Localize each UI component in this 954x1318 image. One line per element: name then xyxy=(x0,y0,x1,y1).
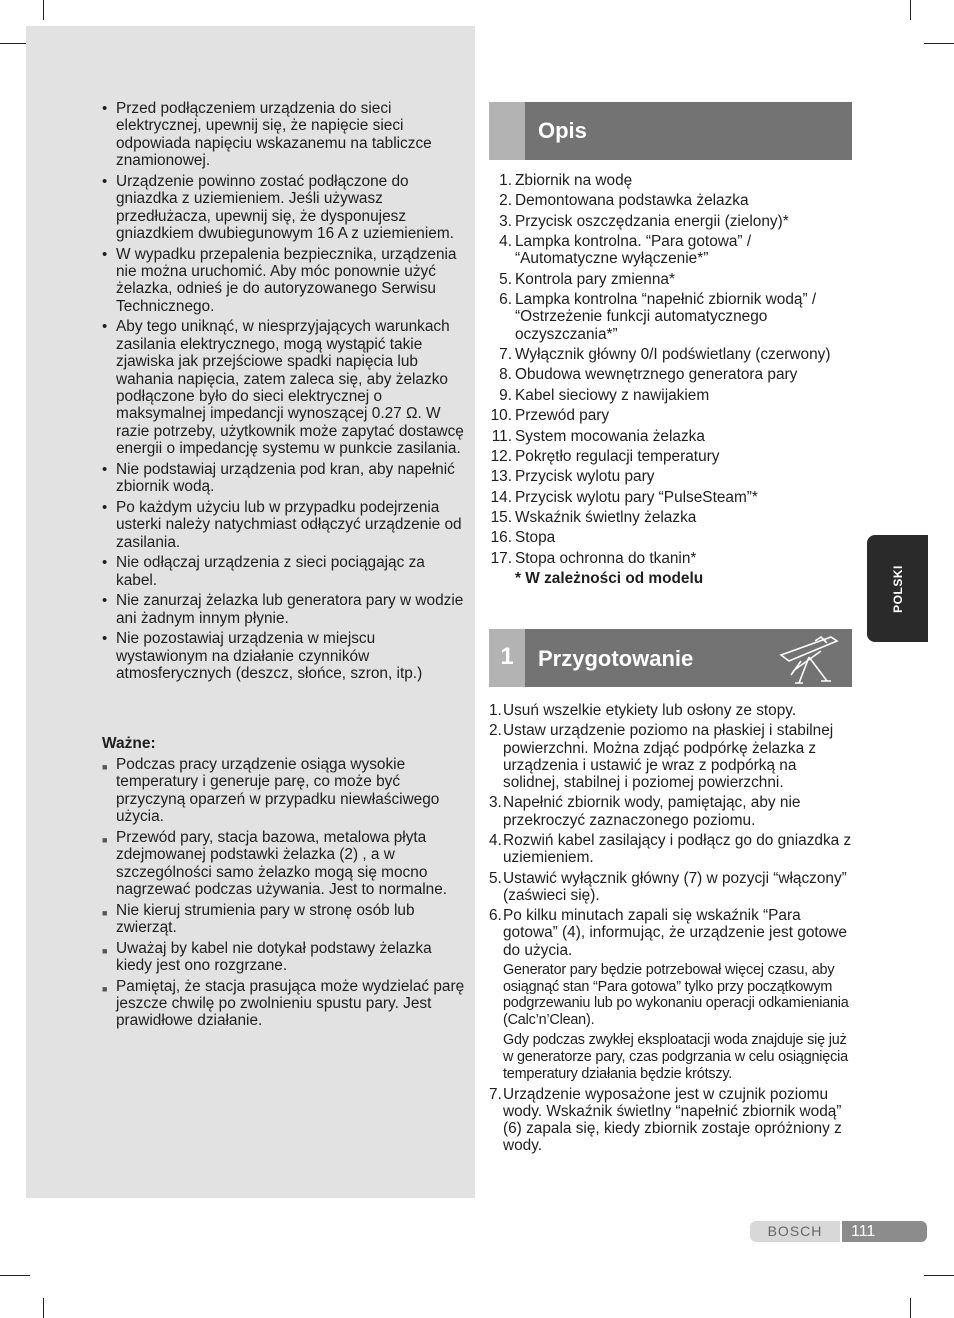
parts-list-item xyxy=(489,448,849,465)
parts-list-item xyxy=(489,346,849,363)
language-tab[interactable] xyxy=(867,535,928,642)
bullet-marker: • xyxy=(102,245,108,263)
bullet-marker: • xyxy=(102,318,108,336)
list-item-text: Urządzenie powinno zostać podłączone do gniazdka z uziemieniem. Jeśli używasz przedłużacza, upewnij się, że dysponujesz gniazdkiem dwubiegunowym 16 A z uziemieniem. xyxy=(116,172,454,243)
language-tab-label: POLSKI xyxy=(890,564,905,613)
safety-bullet-list xyxy=(102,100,470,686)
list-item xyxy=(102,630,470,682)
list-item-text: Nie odłączaj urządzenia z sieci pociągając za kabel. xyxy=(116,554,425,589)
step-item xyxy=(489,702,853,719)
item-number: 12. xyxy=(490,447,512,465)
square-bullet-icon: ■ xyxy=(102,834,108,845)
step-text: Napełnić zbiornik wody, pamiętając, aby nie przekroczyć zaznaczonego poziomu. xyxy=(503,794,801,829)
bullet-marker: • xyxy=(102,554,108,572)
list-item-text: Podczas pracy urządzenie osiąga wysokie temperatury i generuje parę, co może być przyczyną oparzeń w przypadku niewłaściwego użycia. xyxy=(116,756,440,826)
parts-list-item xyxy=(489,550,849,567)
item-number: 16. xyxy=(490,529,512,547)
item-number: 9. xyxy=(499,386,512,404)
opis-list xyxy=(489,172,849,587)
bullet-marker: • xyxy=(102,460,108,478)
step-number: 5. xyxy=(489,869,502,887)
item-number: 2. xyxy=(499,192,512,210)
parts-list-item xyxy=(489,271,849,288)
square-bullet-icon: ■ xyxy=(102,945,108,956)
step-text: Usuń wszelkie etykiety lub osłony ze stopy. xyxy=(503,702,797,719)
ironing-board-icon xyxy=(775,631,845,687)
section-number: 1 xyxy=(500,643,514,670)
bullet-marker: • xyxy=(102,172,108,190)
parts-list-item xyxy=(489,387,849,404)
list-item xyxy=(102,829,470,899)
parts-list-item xyxy=(489,172,849,189)
list-item xyxy=(102,756,470,826)
step-text: Ustawić wyłącznik główny (7) w pozycji “włączony” (zaświeci się). xyxy=(503,869,847,904)
list-item xyxy=(102,592,470,627)
parts-list-item xyxy=(489,192,849,209)
item-text: Kabel sieciowy z nawijakiem xyxy=(515,386,710,404)
item-text: Demontowana podstawka żelazka xyxy=(515,192,749,210)
opis-title: Opis xyxy=(538,118,587,143)
crop-mark xyxy=(0,1275,30,1276)
item-number: 11. xyxy=(491,427,512,445)
parts-list-item xyxy=(489,233,849,267)
przygotowanie-header xyxy=(489,629,852,687)
item-text: Wyłącznik główny 0/I podświetlany (czerwony) xyxy=(515,345,831,363)
step-item xyxy=(489,870,853,904)
step-number: 4. xyxy=(489,831,502,849)
list-item-text: Przed podłączeniem urządzenia do sieci elektrycznej, upewnij się, że napięcie sieci odpowiada napięciu wskazanemu na tabliczce znamionowej. xyxy=(116,100,432,170)
step-text: Rozwiń kabel zasilający i podłącz go do gniazdka z uziemieniem. xyxy=(503,831,852,867)
parts-list-item xyxy=(489,489,849,506)
square-bullet-icon: ■ xyxy=(102,762,108,772)
item-text: Lampka kontrolna. “Para gotowa” / “Automatyczne wyłączenie*” xyxy=(515,233,752,268)
list-item-text: Pamiętaj, że stacja prasująca może wydzielać parę jeszcze chwilę po zwolnieniu spustu pary. Jest prawidłowe działanie. xyxy=(116,977,465,1030)
item-text: Stopa xyxy=(515,529,556,547)
item-number: 6. xyxy=(499,291,512,309)
model-note: * W zależności od modelu xyxy=(515,570,704,588)
crop-mark xyxy=(910,1298,911,1318)
list-item-text: Nie zanurzaj żelazka lub generatora pary w wodzie ani żadnym innym płynie. xyxy=(116,592,464,627)
square-bullet-icon: ■ xyxy=(102,983,108,994)
step-text: Urządzenie wyposażone jest w czujnik poziomu wody. Wskaźnik świetlny “napełnić zbiornik wodą” (6) zapala się, kiedy zbiornik zostaje opróżniony z wody. xyxy=(503,1085,842,1155)
item-number: 14. xyxy=(490,488,512,506)
list-item xyxy=(102,902,470,937)
item-number: 7. xyxy=(499,345,512,363)
item-number: 4. xyxy=(499,233,512,251)
item-text: Zbiornik na wodę xyxy=(515,172,633,189)
crop-mark xyxy=(43,0,44,20)
item-number: 1. xyxy=(499,172,512,189)
list-item xyxy=(102,461,470,496)
item-text: Stopa ochronna do tkanin* xyxy=(515,549,697,567)
list-item xyxy=(102,499,470,551)
list-item xyxy=(102,173,470,243)
item-number: 8. xyxy=(499,366,512,384)
list-item xyxy=(102,940,470,975)
item-number: 5. xyxy=(499,270,512,288)
step-note: Gdy podczas zwykłej eksploatacji woda znajduje się już w generatorze pary, czas podgrzania w celu osiągnięcia temperatury działania będzie krótszy. xyxy=(503,1031,848,1082)
item-number: 15. xyxy=(490,509,512,527)
step-item xyxy=(489,907,853,1082)
important-list xyxy=(102,756,470,1033)
list-item-text: Nie pozostawiaj urządzenia w miejscu wystawionym na działanie czynników atmosferycznych (deszcz, słońce, szron, itp.) xyxy=(116,630,423,683)
bullet-marker: • xyxy=(102,592,108,610)
parts-list-item xyxy=(489,428,849,445)
step-number: 7. xyxy=(489,1085,502,1103)
item-number: 3. xyxy=(499,212,512,230)
list-item xyxy=(102,978,470,1030)
opis-header xyxy=(489,102,852,160)
step-item xyxy=(489,794,853,828)
parts-list-item xyxy=(489,213,849,230)
list-item xyxy=(102,246,470,316)
parts-list-item xyxy=(489,529,849,546)
list-item-text: W wypadku przepalenia bezpiecznika, urządzenia nie można uruchomić. Aby móc ponownie użyć żelazka, odnieś je do autoryzowanego Serwisu Technicznego. xyxy=(116,245,457,315)
step-text: Ustaw urządzenie poziomo na płaskiej i stabilnej powierzchni. Można zdjąć podpórkę żelazka z urządzenia i ustawić je wraz z podpórką na solidnej, stabilnej i poziomej powierzchni. xyxy=(503,722,834,791)
parts-list-item xyxy=(489,407,849,424)
item-text: Przycisk wylotu pary “PulseSteam”* xyxy=(515,488,758,506)
step-number: 3. xyxy=(489,794,502,812)
crop-mark xyxy=(43,1298,44,1318)
page-number: 111 xyxy=(842,1221,927,1242)
parts-list-item xyxy=(489,366,849,383)
bullet-marker: • xyxy=(102,630,108,648)
list-item xyxy=(102,100,470,170)
step-text: Po kilku minutach zapali się wskaźnik “Para gotowa” (4), informując, że urządzenie jest gotowe do użycia. xyxy=(503,907,847,959)
przygotowanie-title: Przygotowanie xyxy=(538,646,694,671)
step-note: Generator pary będzie potrzebował więcej czasu, aby osiągnąć stan “Para gotowa” tylko przy początkowym podgrzewaniu lub po wykonaniu operacji odkamieniania (Calc’n’Clean). xyxy=(503,961,849,1029)
list-item xyxy=(102,554,470,589)
list-item xyxy=(102,318,470,457)
item-text: Przewód pary xyxy=(515,407,610,425)
item-number: 10. xyxy=(490,407,512,425)
list-item-text: Nie podstawiaj urządzenia pod kran, aby napełnić zbiornik wodą. xyxy=(116,460,455,496)
list-item-text: Po każdym użyciu lub w przypadku podejrzenia usterki należy natychmiast odłączyć urządzenie od zasilania. xyxy=(116,498,462,551)
footer-brand: BOSCH xyxy=(750,1221,840,1242)
item-text: Lampka kontrolna “napełnić zbiornik wodą” / “Ostrzeżenie funkcji automatycznego oczyszczania*” xyxy=(515,291,817,343)
list-item-text: Uważaj by kabel nie dotykał podstawy żelazka kiedy jest ono rozgrzane. xyxy=(116,939,432,975)
item-text: Przycisk wylotu pary xyxy=(515,468,655,486)
parts-list-item xyxy=(489,468,849,485)
crop-mark xyxy=(910,0,911,20)
square-bullet-icon: ■ xyxy=(102,907,108,918)
bullet-marker: • xyxy=(102,100,108,117)
item-number: 17. xyxy=(490,549,512,567)
parts-list-item xyxy=(489,291,849,343)
parts-list-item xyxy=(489,509,849,526)
header-tab xyxy=(489,102,525,160)
bullet-marker: • xyxy=(102,498,108,516)
list-item-text: Przewód pary, stacja bazowa, metalowa płyta zdejmowanej podstawki żelazka (2) , a w szczególności samo żelazko mogą się mocno nagrzewać podczas używania. Jest to normalne. xyxy=(116,828,448,899)
step-item xyxy=(489,722,853,791)
item-number: 13. xyxy=(490,468,512,486)
step-number: 6. xyxy=(489,907,502,925)
list-item-text: Nie kieruj strumienia pary w stronę osób lub zwierząt. xyxy=(116,901,415,937)
step-number: 1. xyxy=(489,702,502,719)
step-item xyxy=(489,832,853,866)
important-heading: Ważne: xyxy=(102,735,156,752)
item-text: Wskaźnik świetlny żelazka xyxy=(515,509,697,527)
crop-mark xyxy=(924,43,954,44)
item-text: Pokrętło regulacji temperatury xyxy=(515,447,720,465)
preparation-steps xyxy=(489,702,853,1158)
item-text: System mocowania żelazka xyxy=(515,427,705,445)
step-number: 2. xyxy=(489,722,502,740)
list-item-text: Aby tego uniknąć, w niesprzyjających warunkach zasilania elektrycznego, mogą wystąpić takie zjawiska jak przejściowe spadki napięcia lub wahania napięcia, zatem zaleca się, aby żelazko podłączone było do sieci elektrycznej o maksymalnej impedancji wynoszącej 0.27 Ω. W razie potrzeby, użytkownik może zapytać dostawcę energii o impedancję systemu w punkcie zasilania. xyxy=(116,318,464,458)
crop-mark xyxy=(924,1275,954,1276)
item-text: Obudowa wewnętrznego generatora pary xyxy=(515,366,798,384)
item-text: Przycisk oszczędzania energii (zielony)* xyxy=(515,212,789,230)
step-item xyxy=(489,1086,853,1155)
item-text: Kontrola pary zmienna* xyxy=(515,270,675,288)
